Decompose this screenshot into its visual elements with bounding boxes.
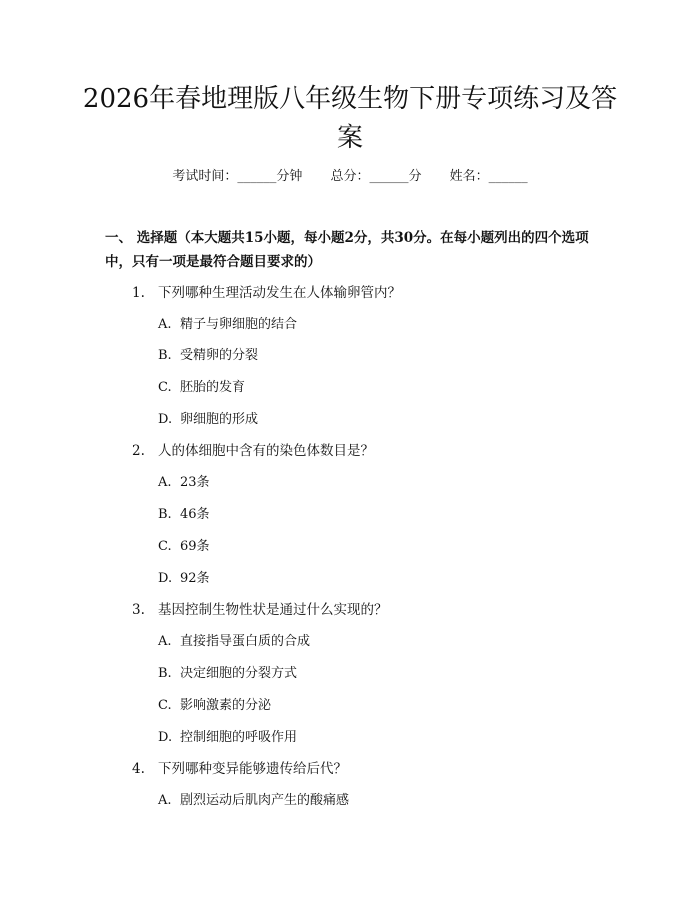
- option-text: 直接指导蛋白质的合成: [180, 634, 311, 649]
- option-text: 控制细胞的呼吸作用: [180, 730, 298, 745]
- option-text: 受精卵的分裂: [180, 348, 259, 363]
- question-3-option-b: [158, 664, 297, 684]
- question-2-option-d: [158, 569, 210, 589]
- question-1: [132, 283, 401, 303]
- question-1-option-b: [158, 346, 258, 366]
- question-text: 人的体细胞中含有的染色体数目是？: [158, 443, 374, 459]
- option-letter: A.: [158, 317, 172, 332]
- question-4: [132, 759, 347, 779]
- question-number: 3.: [132, 602, 145, 618]
- option-letter: D.: [158, 412, 173, 427]
- option-letter: A.: [158, 793, 172, 808]
- question-3-option-c: [158, 696, 271, 716]
- option-text: 剧烈运动后肌肉产生的酸痛感: [180, 793, 350, 808]
- document-title: 2026年春地理版八年级生物下册专项练习及答案: [82, 84, 618, 153]
- section-heading: 一、 选择题（本大题共15小题，每小题2分，共30分。在每小题列出的四个选项中，只有一项是最符合题目要求的）: [105, 230, 589, 270]
- question-1-option-a: [158, 315, 297, 335]
- option-letter: B.: [158, 507, 172, 522]
- option-letter: A.: [158, 475, 172, 490]
- question-number: 2.: [132, 443, 145, 459]
- option-text: 胚胎的发育: [180, 380, 246, 395]
- option-letter: B.: [158, 666, 172, 681]
- option-text: 46条: [180, 507, 210, 522]
- option-letter: A.: [158, 634, 172, 649]
- question-3: [132, 600, 388, 620]
- option-text: 影响激素的分泌: [180, 698, 272, 713]
- question-text: 基因控制生物性状是通过什么实现的？: [158, 602, 388, 618]
- option-text: 23条: [180, 475, 210, 490]
- question-2-option-a: [158, 473, 210, 493]
- total-score-field: 总分：______分: [330, 169, 422, 184]
- question-2: [132, 441, 374, 461]
- option-letter: B.: [158, 348, 172, 363]
- option-text: 精子与卵细胞的结合: [180, 317, 298, 332]
- option-letter: C.: [158, 698, 172, 713]
- question-text: 下列哪种生理活动发生在人体输卵管内？: [158, 285, 401, 301]
- question-2-option-c: [158, 537, 210, 557]
- option-letter: C.: [158, 539, 172, 554]
- name-field: 姓名：______: [449, 169, 528, 184]
- question-number: 1.: [132, 285, 145, 301]
- question-1-option-d: [158, 410, 258, 430]
- question-3-option-d: [158, 728, 297, 748]
- option-text: 69条: [180, 539, 210, 554]
- question-text: 下列哪种变异能够遗传给后代？: [158, 761, 347, 777]
- option-letter: C.: [158, 380, 172, 395]
- question-number: 4.: [132, 761, 145, 777]
- question-2-option-b: [158, 505, 210, 525]
- question-3-option-a: [158, 632, 310, 652]
- option-text: 决定细胞的分裂方式: [180, 666, 298, 681]
- exam-info-line: [0, 166, 700, 188]
- option-letter: D.: [158, 730, 173, 745]
- question-4-option-a: [158, 791, 349, 811]
- option-text: 92条: [180, 571, 210, 586]
- option-text: 卵细胞的形成: [180, 412, 259, 427]
- exam-time-field: 考试时间：______分钟: [172, 169, 303, 184]
- option-letter: D.: [158, 571, 173, 586]
- question-1-option-c: [158, 378, 245, 398]
